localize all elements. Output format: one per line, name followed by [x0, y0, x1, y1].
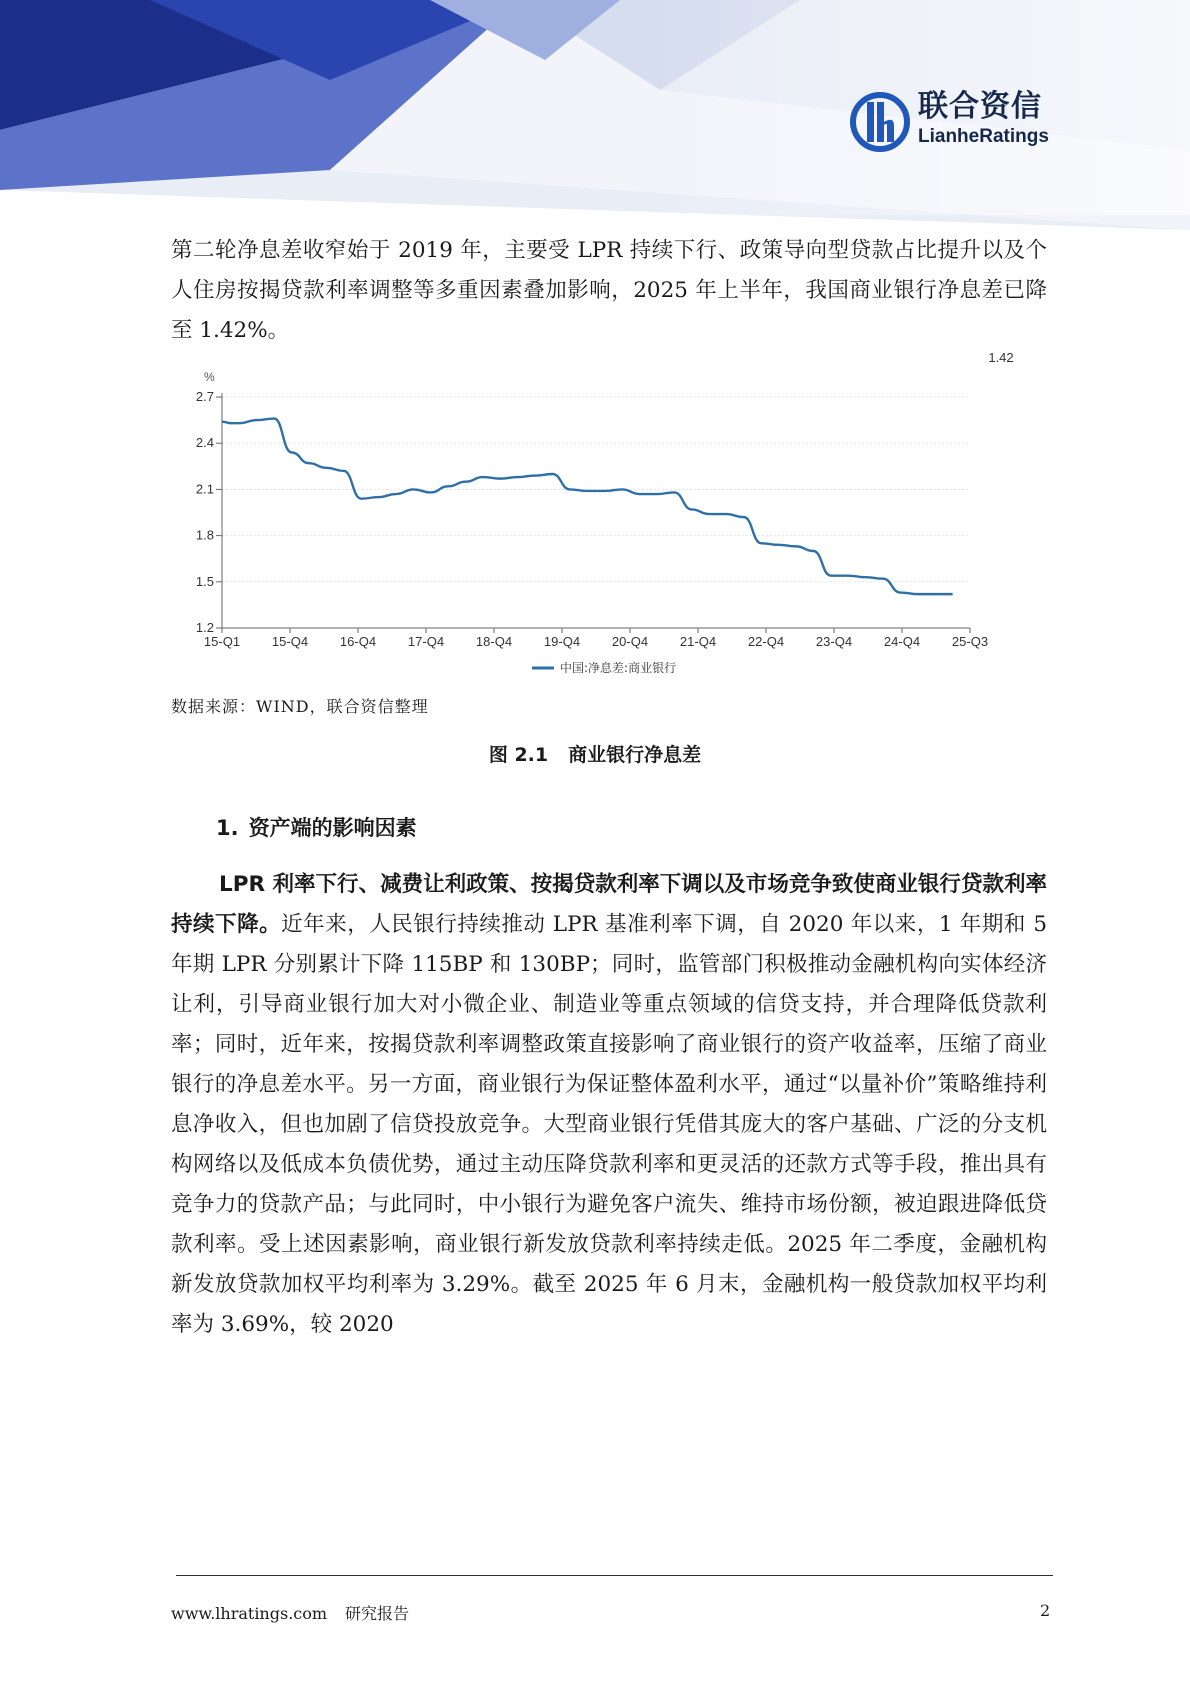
- x-tick-label: 18-Q4: [475, 634, 513, 649]
- logo-chinese-name: 联合资信: [918, 89, 1042, 124]
- x-tick-label: 15-Q1: [203, 634, 241, 649]
- logo-mark-icon: [850, 92, 910, 152]
- y-tick-label: 1.5: [195, 573, 214, 589]
- x-tick-label: 19-Q4: [543, 634, 581, 649]
- y-tick-label: 2.4: [195, 435, 214, 451]
- paragraph-asset-factors: [171, 865, 1047, 1345]
- net-interest-margin-chart: [180, 350, 1040, 682]
- section-number: 1.: [216, 816, 239, 840]
- x-tick-label: 15-Q4: [271, 634, 309, 649]
- footer-left: [171, 1601, 409, 1624]
- legend-label: 中国:净息差:商业银行: [560, 661, 677, 675]
- footer-report-type: 研究报告: [345, 1604, 410, 1623]
- x-tick-label: 20-Q4: [611, 634, 649, 649]
- page-number: 2: [1040, 1601, 1051, 1620]
- y-tick-label: 1.8: [195, 527, 214, 543]
- figure-number: 图 2.1: [488, 744, 549, 766]
- paragraph-intro: 第二轮净息差收窄始于 2019 年，主要受 LPR 持续下行、政策导向型贷款占比提升以及个人住房按揭贷款利率调整等多重因素叠加影响，2025 年上半年，我国商业银行净息差已降至 1.42%。: [171, 238, 1047, 343]
- paragraph-body: 近年来，人民银行持续推动 LPR 基准利率下调，自 2020 年以来，1 年期和 5 年期 LPR 分别累计下降 115BP 和 130BP；同时，监管部门积极推动金融机构向实体经济让利，引导商业银行加大对小微企业、制造业等重点领域的信贷支持，并合理降低贷款利率；同时，近年来，按揭贷款利率调整政策直接影响了商业银行的资产收益率，压缩了商业银行的净息差水平。另一方面，商业银行为保证整体盈利水平，通过“以量补价”策略维持利息净收入，但也加剧了信贷投放竞争。大型商业银行凭借其庞大的客户基础、广泛的分支机构网络以及低成本负债优势，通过主动压降贷款利率和更灵活的还款方式等手段，推出具有竞争力的贷款产品；与此同时，中小银行为避免客户流失、维持市场份额，被迫跟进降低贷款利率。受上述因素影响，商业银行新发放贷款利率持续走低。2025 年二季度，金融机构新发放贷款加权平均利率为 3.29%。截至 2025 年 6 月末，金融机构一般贷款加权平均利率为 3.69%，较 2020: [171, 912, 1047, 1337]
- x-tick-label: 23-Q4: [815, 634, 853, 649]
- company-logo: [850, 88, 1060, 156]
- series-line: [222, 419, 953, 595]
- section-heading: [216, 812, 417, 842]
- x-tick-label: 17-Q4: [407, 634, 445, 649]
- x-tick-label: 21-Q4: [679, 634, 717, 649]
- footer-website-link[interactable]: www.lhratings.com: [171, 1604, 328, 1623]
- data-source-note: 数据来源：WIND，联合资信整理: [171, 697, 429, 716]
- x-tick-label: 25-Q3: [951, 634, 989, 649]
- x-tick-label: 16-Q4: [339, 634, 377, 649]
- figure-title: 商业银行净息差: [568, 744, 702, 766]
- x-tick-label: 22-Q4: [747, 634, 785, 649]
- y-tick-label: 2.1: [195, 481, 214, 497]
- section-title: 资产端的影响因素: [248, 816, 417, 840]
- y-unit-label: %: [204, 370, 215, 384]
- footer-divider: [176, 1575, 1053, 1576]
- y-tick-label: 2.7: [195, 389, 214, 404]
- figure-caption: [0, 740, 1190, 767]
- logo-english-name: LianheRatings: [918, 126, 1049, 147]
- x-tick-label: 24-Q4: [883, 634, 921, 649]
- paragraph-lead-bold: LPR 利率下行、减费让利政策、按揭贷款利率下调以及市场竞争致使商业银行贷款利率持续下降。: [171, 872, 1047, 937]
- y-tick-label: 1.2: [195, 620, 214, 635]
- end-value-label: 1.42: [988, 350, 1014, 365]
